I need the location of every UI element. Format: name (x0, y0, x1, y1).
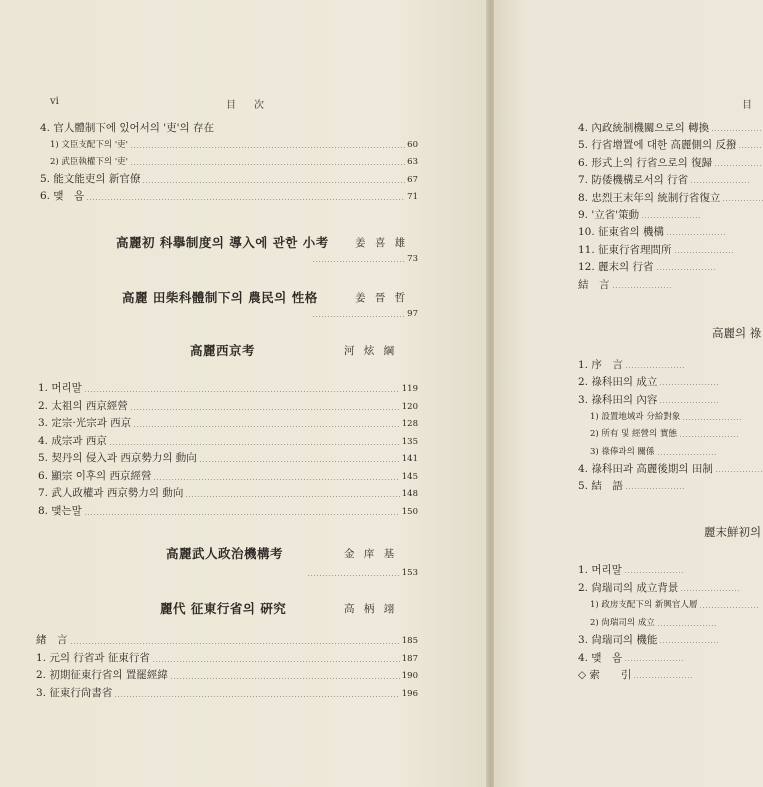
toc-entry-label: 4. 內政統制機關으로의 轉換 (578, 122, 710, 134)
toc-entry-label: 2) 尙瑞司의 成立 (590, 617, 655, 628)
toc-entry (578, 191, 763, 205)
toc-entry (590, 616, 717, 630)
toc-entry (40, 189, 418, 204)
page-number: 190 (401, 671, 418, 681)
article-title: 麗末鮮初의 (704, 525, 762, 539)
article-author: 河 炫 綱 (344, 345, 398, 357)
toc-entry (578, 462, 763, 476)
dot-leader (656, 269, 716, 270)
dot-leader (130, 147, 405, 148)
toc-entry-label: 1) 文臣支配下의 '吏' (50, 140, 129, 150)
page-number: 141 (401, 454, 418, 464)
toc-entry-label: 6. 顯宗 이후의 西京經營 (38, 469, 152, 482)
dot-leader (130, 409, 400, 410)
toc-entry-label: 3. 祿科田의 內容 (578, 393, 658, 406)
dot-leader (109, 444, 400, 445)
dot-leader (715, 471, 763, 472)
toc-entry (38, 434, 418, 449)
toc-entry-label: 4. 祿科田과 高麗後期의 田制 (578, 462, 713, 475)
toc-entry (38, 451, 418, 466)
dot-leader (679, 436, 739, 437)
toc-entry (36, 651, 418, 666)
page-number: 119 (401, 384, 418, 394)
toc-entry (578, 156, 763, 170)
dot-leader (70, 643, 400, 644)
dot-leader (142, 182, 405, 183)
toc-entry (38, 381, 418, 396)
article-author: 姜 晉 哲 (355, 292, 409, 304)
toc-entry (578, 668, 693, 682)
page-number: 128 (401, 419, 418, 429)
dot-leader (738, 147, 763, 148)
toc-entry (578, 260, 716, 274)
toc-entry (578, 121, 763, 135)
toc-entry-label: 3) 祿俸과의 關係 (590, 446, 655, 457)
page-number: 67 (407, 175, 418, 185)
toc-entry (578, 358, 685, 372)
toc-entry (578, 393, 719, 407)
page-number: 145 (401, 471, 418, 482)
dot-leader (657, 454, 717, 455)
dot-leader (624, 572, 684, 573)
toc-entry-label: 3. 定宗·光宗과 西京 (38, 417, 132, 429)
dot-leader (674, 252, 734, 253)
article-page-line (310, 252, 418, 266)
toc-entry (578, 278, 672, 292)
toc-entry (38, 416, 418, 431)
article-title: 高麗武人政治機構考 (166, 546, 284, 561)
article-title: 高麗의 祿 (712, 326, 762, 340)
toc-entry-label: 6. 맺 음 (40, 190, 85, 202)
article-title: 高麗西京考 (190, 343, 256, 358)
toc-entry-label: 2. 尙瑞司의 成立背景 (578, 581, 679, 594)
toc-entry-label: 2. 祿科田의 成立 (578, 376, 658, 389)
toc-entry-label: 11. 征東行省理問所 (578, 243, 672, 256)
toc-entry-label: 8. 맺는말 (38, 504, 82, 517)
dot-leader (624, 660, 684, 661)
page-number: 120 (401, 401, 418, 412)
dot-leader (170, 678, 400, 679)
toc-entry-label: 結 言 (578, 278, 610, 291)
dot-leader (84, 514, 400, 515)
toc-entry-label: 5. 契丹의 侵入과 西京勢力의 動向 (38, 452, 197, 464)
article-author: 高 柄 翊 (344, 603, 398, 615)
toc-entry (36, 668, 418, 683)
toc-entry-label: 1. 元의 行省과 征東行省 (36, 651, 150, 664)
toc-entry-label: 1. 머리말 (38, 382, 82, 394)
toc-entry-label: 5. 行省增置에 대한 高麗側의 反撥 (578, 139, 737, 152)
article-page-line (305, 566, 418, 580)
toc-entry (590, 445, 717, 459)
toc-entry (38, 399, 418, 414)
article-page-line (310, 307, 418, 321)
dot-leader (666, 234, 726, 235)
toc-entry-label: 2. 太祖의 西京經營 (38, 399, 128, 412)
page-number: 153 (401, 568, 418, 578)
toc-entry-label: 5. 能文能吏의 新官僚 (40, 173, 141, 185)
page-number: 73 (407, 254, 418, 264)
toc-entry-label: 9. '立省'策動 (578, 209, 640, 221)
dot-leader (682, 419, 742, 420)
article-title: 高麗初 科擧制度의 導入에 관한 小考 (116, 235, 329, 250)
page-number: 185 (401, 636, 418, 646)
toc-entry-label: 7. 防倭機構로서의 行省 (578, 174, 689, 187)
toc-entry-label: 1) 政房支配下의 新興官人層 (590, 600, 698, 610)
page-number: 63 (407, 157, 418, 167)
toc-entry-label: 1. 序 言 (578, 359, 623, 371)
dot-leader (84, 391, 400, 392)
toc-entry (578, 173, 750, 187)
toc-entry-label: 10. 征東省의 機構 (578, 226, 665, 239)
toc-entry (578, 243, 734, 257)
toc-entry-label: 3. 征東行尙書省 (36, 686, 113, 699)
toc-entry-label: 5. 結 語 (578, 480, 623, 493)
dot-leader (659, 642, 719, 643)
toc-entry-label: 4. 官人體制下에 있어서의 '吏'의 存在 (40, 122, 214, 134)
dot-leader (657, 625, 717, 626)
toc-entry (578, 375, 719, 389)
page-number: 187 (401, 653, 418, 664)
page-number: 60 (407, 140, 418, 150)
toc-entry (50, 155, 418, 169)
dot-leader (633, 677, 693, 678)
page-number: 135 (401, 436, 418, 447)
toc-entry (590, 427, 739, 441)
page-number: vi (50, 96, 59, 107)
toc-entry-label: 2) 所有 및 經營의 實態 (590, 429, 677, 440)
toc-entry-label: 8. 忠烈王末年의 統制行省復立 (578, 191, 721, 204)
toc-entry (578, 225, 726, 239)
page-number: 196 (401, 688, 418, 699)
dot-leader (659, 384, 719, 385)
toc-entry-label: 3. 尙瑞司의 機能 (578, 634, 658, 646)
dot-leader (133, 426, 400, 427)
dot-leader (625, 488, 685, 489)
toc-entry-label: 6. 形式上의 行省으로의 復歸 (578, 156, 713, 169)
toc-entry (38, 469, 418, 484)
article-author: 姜 喜 雄 (355, 237, 409, 249)
toc-entry (578, 138, 763, 152)
running-header: 目 (742, 100, 752, 111)
toc-entry-label: 4. 成宗과 西京 (38, 434, 107, 447)
running-header: 目 次 (226, 100, 268, 111)
dot-leader (114, 696, 399, 697)
page-number: 71 (407, 192, 418, 202)
toc-entry (36, 686, 418, 701)
toc-entry (578, 479, 685, 493)
toc-entry-label: 2. 初期征東行省의 置罷經緯 (36, 669, 168, 681)
toc-entry-label: 4. 맺 음 (578, 651, 623, 664)
article-author: 金 庠 基 (344, 548, 398, 560)
dot-leader (625, 367, 685, 368)
dot-leader (680, 590, 740, 591)
dot-leader (130, 164, 405, 165)
toc-entry-label: 緖 言 (36, 634, 68, 646)
toc-entry-label: 1) 設置地域과 分給對象 (590, 411, 681, 422)
toc-entry (578, 563, 684, 577)
article-title: 麗代 征東行省의 硏究 (160, 601, 287, 616)
toc-entry (38, 486, 418, 501)
toc-entry (578, 581, 740, 595)
toc-entry (578, 633, 719, 647)
toc-entry-label: 1. 머리말 (578, 564, 622, 576)
page-number: 97 (407, 309, 418, 319)
toc-entry (36, 633, 418, 648)
toc-entry-label: 2) 武臣執權下의 '吏' (50, 157, 129, 167)
toc-entry (40, 121, 418, 135)
toc-entry (590, 598, 759, 612)
dot-leader (659, 402, 719, 403)
toc-entry-label: 7. 武人政權과 西京勢力의 動向 (38, 487, 184, 499)
dot-leader (153, 479, 399, 480)
toc-entry (578, 208, 701, 222)
dot-leader (714, 165, 763, 166)
dot-leader (722, 200, 763, 201)
right-page (494, 0, 763, 787)
dot-leader (690, 182, 750, 183)
article-title: 高麗 田柴科體制下의 農民의 性格 (122, 290, 318, 305)
toc-entry (590, 410, 742, 424)
toc-entry (38, 504, 418, 519)
page-number: 148 (401, 489, 418, 499)
page-number: 150 (401, 506, 418, 517)
toc-entry-label: ◇ 索 引 (578, 669, 632, 681)
dot-leader (641, 217, 701, 218)
toc-entry (50, 138, 418, 152)
dot-leader (612, 287, 672, 288)
dot-leader (699, 607, 759, 608)
dot-leader (152, 661, 400, 662)
dot-leader (199, 461, 400, 462)
toc-entry-label: 12. 麗末의 行省 (578, 261, 654, 274)
toc-entry (578, 651, 684, 665)
dot-leader (711, 130, 763, 131)
dot-leader (185, 496, 399, 497)
dot-leader (86, 199, 405, 200)
toc-entry (40, 172, 418, 187)
